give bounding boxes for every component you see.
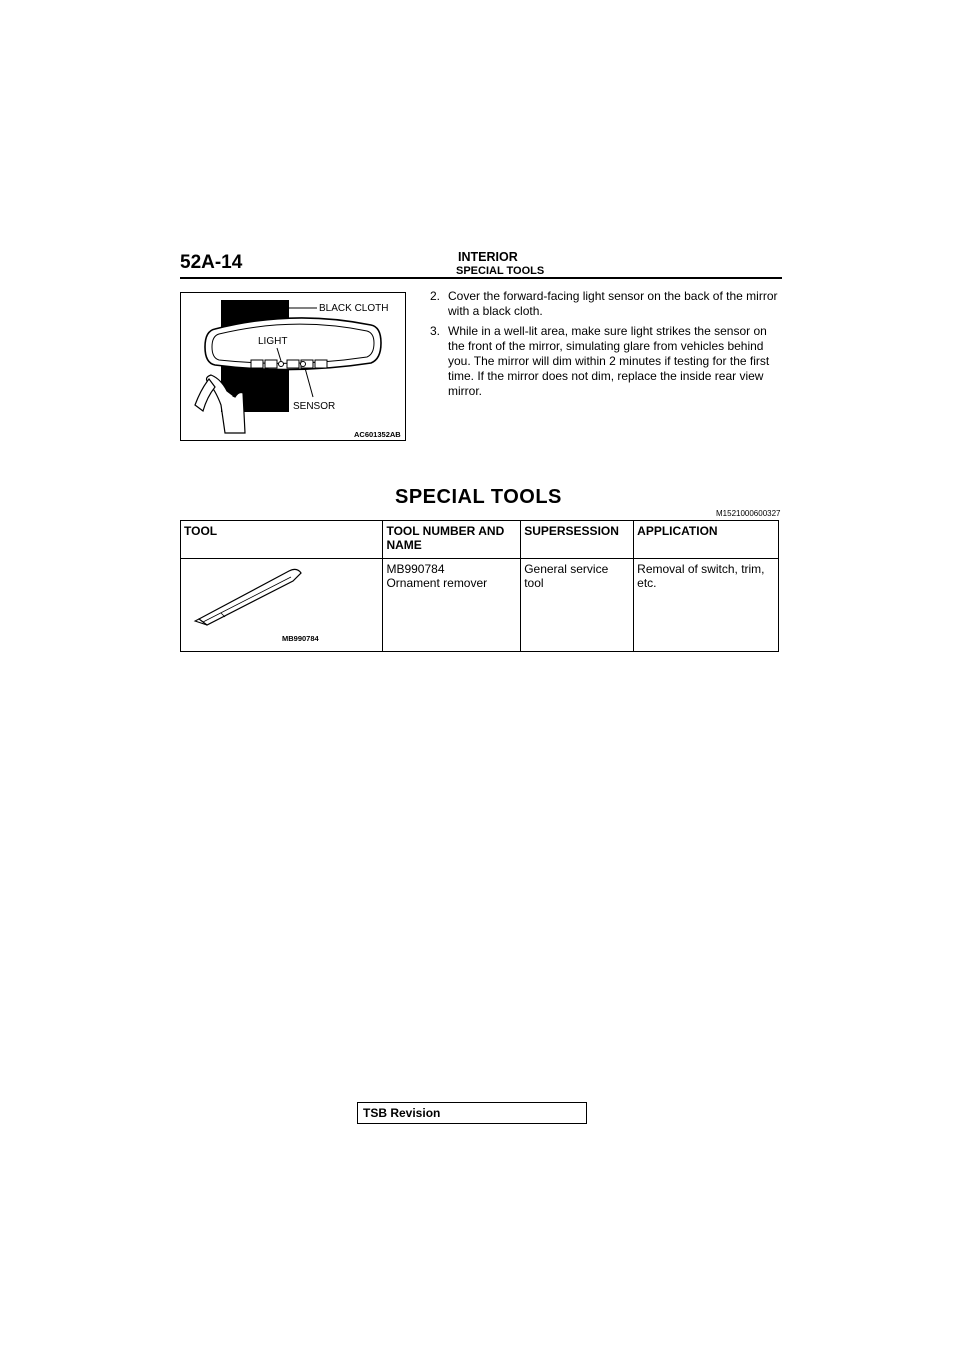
column-header-application: APPLICATION [634, 521, 779, 559]
supersession-cell: General service tool [521, 559, 634, 652]
mirror-figure [180, 292, 406, 441]
application-cell: Removal of switch, trim, etc. [634, 559, 779, 652]
label-black-cloth: BLACK CLOTH [319, 303, 389, 314]
special-tools-table [180, 520, 779, 652]
special-tools-heading: SPECIAL TOOLS [395, 486, 562, 508]
column-header-tool: TOOL [181, 521, 383, 559]
tsb-revision-label: TSB Revision [363, 1106, 441, 1120]
page-number: 52A-14 [180, 252, 243, 273]
column-header-tool-number: TOOL NUMBER AND NAME [383, 521, 521, 559]
mirror-illustration [181, 293, 405, 440]
step-text: While in a well-lit area, make sure light strikes the sensor on the front of the mirror, simulating glare from vehicles behind you. The mirror will dim within 2 minutes if testing for the first time. If the mirror does not dim, replace the inside rear view mirror. [448, 324, 770, 398]
tool-image-cell [181, 559, 383, 652]
step-item [430, 289, 782, 319]
section-title: INTERIOR [458, 250, 518, 264]
tool-number-cell [383, 559, 521, 652]
tool-figure-code: MB990784 [282, 634, 319, 643]
label-light: LIGHT [258, 336, 288, 347]
tool-name: Ornament remover [386, 576, 488, 590]
table-row [181, 559, 779, 652]
label-sensor: SENSOR [293, 401, 336, 412]
figure-code: AC601352AB [354, 430, 401, 439]
procedure-steps [430, 289, 782, 404]
step-number: 3. [430, 324, 441, 338]
step-text: Cover the forward-facing light sensor on the back of the mirror with a black cloth. [448, 289, 778, 318]
doc-code: M1521000600327 [716, 509, 781, 518]
tsb-revision-box [357, 1102, 587, 1124]
section-subtitle: SPECIAL TOOLS [456, 265, 545, 277]
step-item [430, 324, 782, 399]
header-rule [180, 277, 782, 279]
tool-number: MB990784 [386, 562, 445, 576]
column-header-supersession: SUPERSESSION [521, 521, 634, 559]
table-header-row [181, 521, 779, 559]
step-number: 2. [430, 289, 441, 303]
